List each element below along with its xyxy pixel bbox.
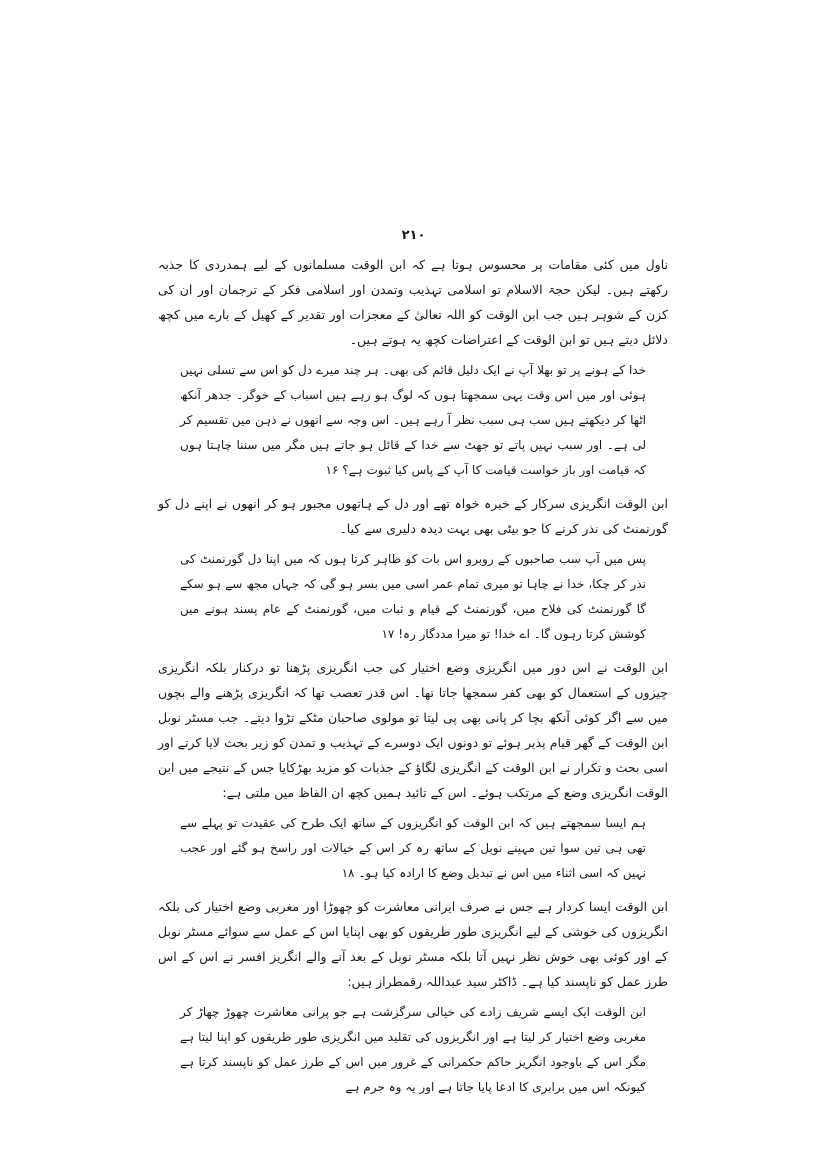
- paragraph-2: ابن الوقت انگریزی سرکار کے خیرہ خواہ تھے اور دل کے ہاتھوں مجبور ہو کر انھوں نے اپنے دل کو گورنمنٹ کی نذر کرنے کا جو بیٹی بھی بہت دیدہ دلیری سے کیا۔: [158, 496, 668, 536]
- page-number: ۲۱۰: [401, 228, 426, 243]
- body-text: [158, 252, 668, 1108]
- paragraph-1: ناول میں کئی مقامات پر محسوس ہوتا ہے کہ ابن الوقت مسلمانوں کے لیے ہمدردی کا جذبہ رکھتے ہیں۔ لیکن حجۃ الاسلام تو اسلامی تہذیب وتمدن اور اسلامی فکر کے ترجمان اور ان کی کزن کے شوہر ہیں جب ابن الوقت کو اللہ تعالیٰ کے معجزات اور تقدیر کے کھیل کے بارے میں کچھ دلائل دیتے ہیں تو ابن الوقت کے اعتراضات کچھ یہ ہوتے ہیں۔: [158, 257, 668, 347]
- block-quote-4: ابن الوقت ایک ایسے شریف زادے کی خیالی سرگزشت ہے جو پرانی معاشرت چھوڑ چھاڑ کر مغربی وضع اختیار کر لیتا ہے اور انگریزوں کی تقلید میں انگریزی طور طریقوں کو اپنا لیتا ہے مگر اس کے باوجود انگریز حاکم حکمرانی کے غرور میں اس کے طرز عمل کو ناپسند کرتا ہے کیونکہ اس میں برابری کا ادعا پایا جاتا ہے اور یہ وہ جرم ہے: [180, 1005, 646, 1094]
- block-quote-2: پس میں آپ سب صاحبوں کے روبرو اس بات کو ظاہر کرتا ہوں کہ میں اپنا دل گورنمنٹ کی نذر کر چکا، خدا نے چاہا تو میری تمام عمر اسی میں بسر ہو گی کہ جہاں مجھ سے ہو سکے گا گورنمنٹ کی فلاح میں، گورنمنٹ کے قیام و ثبات میں، گورنمنٹ کے عام پسند ہونے میں کوشش کرتا رہوں گا۔ اے خدا! تو میرا مددگار رہ! ۱۷: [180, 552, 646, 641]
- block-quote-3: ہم ایسا سمجھتے ہیں کہ ابن الوقت کو انگریزوں کے ساتھ ایک طرح کی عقیدت تو پہلے سے تھی ہی تین سوا تین مہینے نوبل کے ساتھ رہ کر اس کے خیالات اور راسخ ہو گئے اور عجب نہیں کہ اسی اثناء میں اس نے تبدیل وضع کا ارادہ کیا ہو۔ ۱۸: [180, 816, 646, 880]
- paragraph-3: ابن الوقت نے اس دور میں انگریزی وضع اختیار کی جب انگریزی پڑھنا تو درکنار بلکہ انگریزی چیزوں کے استعمال کو بھی کفر سمجھا جاتا تھا۔ اس قدر تعصب تھا کہ انگریزی پڑھنے والے بچوں میں سے اگر کوئی آنکھ بچا کر پانی بھی پی لیتا تو مولوی صاحبان مٹکے تڑوا دیتے۔ جب مسٹر نوبل ابن الوقت کے گھر قیام پذیر ہوئے تو دونوں ایک دوسرے کے تہذیب و تمدن کو زیر بحث لایا کرتے اور اسی بحث و تکرار نے ابن الوقت کے انگریزی لگاؤ کے جذبات کو مزید بھڑکایا جس کے نتیجے میں ابن الوقت انگریزی وضع کے مرتکب ہوئے۔ اس کے تائید ہمیں کچھ ان الفاظ میں ملتی ہے:: [158, 660, 668, 800]
- paragraph-4: ابن الوقت ایسا کردار ہے جس نے صرف ایرانی معاشرت کو چھوڑا اور مغربی وضع اختیار کی بلکہ انگریزوں کی خوشی کے لیے انگریزی طور طریقوں کو بھی اپنایا اس کے عمل سے سوائے مسٹر نوبل کے اور کوئی بھی خوش نظر نہیں آتا بلکہ مسٹر نوبل کے بعد آنے والے انگریز افسر نے اس کے اس طرز عمل کو ناپسند کیا ہے۔ ڈاکٹر سید عبداللہ رقمطراز ہیں:: [158, 899, 668, 989]
- block-quote-1: خدا کے ہونے پر تو بھلا آپ نے ایک دلیل قائم کی بھی۔ ہر چند میرے دل کو اس سے تسلی نہیں ہوئی اور میں اس وقت یہی سمجھتا ہوں کہ لوگ ہو رہے ہیں اسباب کے خوگر۔ جدھر آنکھ اٹھا کر دیکھتے ہیں سب ہی سبب نظر آ رہے ہیں۔ اس وجہ سے انھوں نے ذہن میں تقسیم کر لی ہے۔ اور سبب نہیں پاتے تو جھٹ سے خدا کے قائل ہو جاتے ہیں مگر میں سننا چاہتا ہوں کہ قیامت اور باز خواست قیامت کا آپ کے پاس کیا ثبوت ہے؟ ۱۶: [180, 363, 646, 477]
